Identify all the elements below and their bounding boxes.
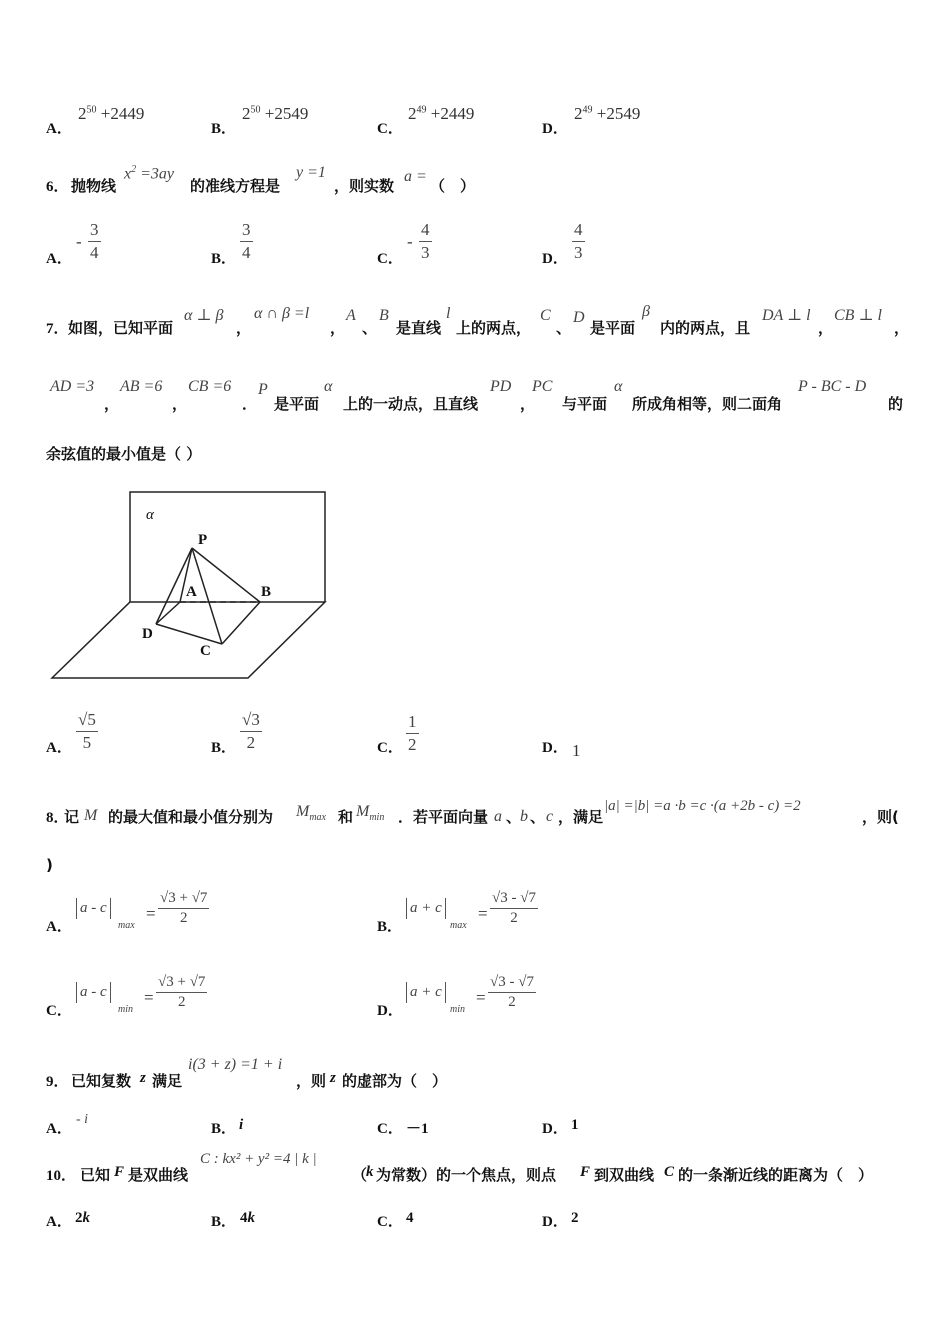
q10-option-c-label: C． bbox=[377, 1214, 403, 1230]
label-C: C bbox=[200, 643, 211, 659]
q8-text-3: 和 bbox=[338, 808, 354, 826]
q7-math-AD: AD =3 bbox=[50, 378, 95, 395]
q10-math-hyperbola: C : kx² + y² =4 | k | bbox=[200, 1151, 317, 1167]
q9-option-c-value: －1 bbox=[406, 1121, 429, 1137]
q7-number: 7． bbox=[46, 321, 69, 337]
q8-option-a-lhs: a - c bbox=[76, 898, 111, 919]
q7-comma: ， bbox=[172, 395, 188, 413]
q10-text-3: （ bbox=[352, 1166, 368, 1184]
q8-text-2: 的最大值和最小值分别为 bbox=[108, 808, 274, 826]
q7-math-perp-planes: α ⊥ β bbox=[184, 307, 224, 324]
q7-option-c-fraction: 1 2 bbox=[408, 712, 417, 754]
q10-var-F: F bbox=[114, 1164, 125, 1180]
q7-math-PC: PC bbox=[532, 378, 553, 395]
q7-text-6: 是平面 bbox=[274, 395, 320, 413]
q6-option-c-fraction: 4 3 bbox=[421, 220, 430, 262]
q7-math-CB-perp: CB ⊥ l bbox=[834, 307, 882, 324]
q8-option-b-label: B． bbox=[377, 919, 403, 935]
q7-text-9: 所成角相等，则二面角 bbox=[632, 395, 783, 413]
q9-math-equation: i(3 + z) =1 + i bbox=[188, 1056, 283, 1073]
q8-option-d-label: D． bbox=[377, 1003, 403, 1019]
edge-DC bbox=[156, 624, 222, 644]
q8-math-b: b bbox=[520, 808, 528, 825]
q8-option-a-sub: max bbox=[118, 920, 135, 931]
q6-option-a-sign: - bbox=[76, 232, 82, 251]
q7-math-beta: β bbox=[642, 303, 650, 320]
q7-text-5: 内的两点，且 bbox=[660, 319, 751, 337]
q7-text-7: 上的一动点，且直线 bbox=[343, 395, 479, 413]
q6-option-b-fraction: 3 4 bbox=[242, 220, 251, 262]
q7-text-1: 如图，已知平面 bbox=[68, 319, 174, 337]
q6-number: 6． bbox=[46, 179, 69, 195]
q7-option-c-label: C． bbox=[377, 740, 403, 756]
q8-math-condition: |a| =|b| =a ·b =c ·(a +2b - c) =2 bbox=[604, 798, 801, 814]
q8-math-Mmax: $M_{max}$ bbox=[296, 803, 326, 824]
q6-text-3: ，则实数 bbox=[334, 177, 395, 195]
q7-dun: 、 bbox=[556, 319, 572, 337]
q10-option-b-label: B． bbox=[211, 1214, 237, 1230]
q8-math-a: a bbox=[494, 808, 502, 825]
label-alpha: α bbox=[146, 507, 154, 523]
q9-option-d-label: D． bbox=[542, 1121, 568, 1137]
q10-var-C: C bbox=[664, 1164, 675, 1180]
q10-text-2: 是双曲线 bbox=[128, 1166, 189, 1184]
q10-option-b-value: 4k bbox=[240, 1210, 255, 1226]
q9-option-b-value: i bbox=[239, 1117, 244, 1133]
q7-math-B: B bbox=[379, 307, 389, 324]
q8-option-b-fraction: √3 - √7 2 bbox=[492, 890, 536, 926]
q9-option-a-value: - i bbox=[76, 1112, 89, 1127]
q9-text-1: 已知复数 bbox=[71, 1072, 132, 1090]
q5-option-b-label: B． bbox=[211, 121, 237, 137]
q7-text-8: 与平面 bbox=[562, 395, 608, 413]
q7-math-PD: PD bbox=[490, 378, 512, 395]
q9-option-c-label: C． bbox=[377, 1121, 403, 1137]
q7-comma: ， bbox=[104, 395, 120, 413]
q7-math-D: D bbox=[573, 309, 585, 326]
q10-text-6: 的一条渐近线的距离为（ ） bbox=[678, 1166, 874, 1184]
q9-text-2: 满足 bbox=[152, 1072, 183, 1090]
edge-AD bbox=[156, 602, 180, 624]
q7-text-4: 是平面 bbox=[590, 319, 636, 337]
q7-option-d-value: 1 bbox=[572, 741, 581, 760]
q5-option-b-expr: $2^{50} +2549$ bbox=[242, 104, 309, 123]
q6-option-d-fraction: 4 3 bbox=[574, 220, 583, 262]
q7-option-a-fraction: √5 5 bbox=[78, 710, 96, 752]
q8-dun: 、 bbox=[530, 808, 546, 826]
q6-text-1: 抛物线 bbox=[71, 177, 117, 195]
q5-option-c-label: C． bbox=[377, 121, 403, 137]
q8-math-M: M bbox=[84, 807, 98, 824]
q8-option-d-lhs: a + c bbox=[406, 982, 446, 1003]
q6-option-b-label: B． bbox=[211, 251, 237, 267]
q7-math-A: A bbox=[346, 307, 356, 324]
q10-option-a-value: 2k bbox=[75, 1210, 90, 1226]
edge-CB bbox=[222, 602, 260, 644]
q10-text-1: 已知 bbox=[80, 1166, 111, 1184]
q7-math-P: P bbox=[258, 381, 268, 398]
q8-text-6: ，则( bbox=[862, 808, 899, 826]
plane-alpha-outline bbox=[130, 492, 325, 602]
q7-dun: 、 bbox=[362, 319, 378, 337]
q8-text-4: ．若平面向量 bbox=[398, 808, 489, 826]
q7-math-dihedral: P - BC - D bbox=[798, 378, 867, 395]
q7-comma: ， bbox=[330, 319, 346, 337]
q10-option-a-label: A． bbox=[46, 1214, 72, 1230]
q7-math-C: C bbox=[540, 307, 551, 324]
q7-math-intersection: α ∩ β =l bbox=[254, 305, 310, 322]
label-B: B bbox=[261, 584, 272, 600]
q8-option-a-label: A． bbox=[46, 919, 72, 935]
q8-option-d-sub: min bbox=[450, 1004, 465, 1015]
q8-option-a-eq: = bbox=[146, 904, 156, 923]
q8-text-7: ) bbox=[46, 856, 53, 874]
q8-text-1: 记 bbox=[64, 808, 80, 826]
q7-option-b-fraction: √3 2 bbox=[242, 710, 260, 752]
q9-option-d-value: 1 bbox=[571, 1117, 579, 1133]
q7-math-AB: AB =6 bbox=[120, 378, 163, 395]
q6-math-a: a = bbox=[404, 168, 427, 185]
q8-number: 8． bbox=[46, 810, 69, 826]
q9-number: 9． bbox=[46, 1074, 69, 1090]
q8-math-Mmin: $M_{min}$ bbox=[356, 803, 385, 824]
q7-option-d-label: D． bbox=[542, 740, 568, 756]
q7-text-2: 是直线 bbox=[396, 319, 442, 337]
q8-math-c: c bbox=[546, 808, 554, 825]
q8-dun: 、 bbox=[506, 808, 522, 826]
q6-text-2: 的准线方程是 bbox=[190, 177, 281, 195]
q7-text-3: 上的两点， bbox=[456, 319, 532, 337]
q5-option-a-label: A． bbox=[46, 121, 72, 137]
q8-option-c-eq: = bbox=[144, 988, 154, 1007]
q7-option-a-label: A． bbox=[46, 740, 72, 756]
q9-var-z: z bbox=[330, 1070, 336, 1086]
q10-option-d-label: D． bbox=[542, 1214, 568, 1230]
q9-text-4: 的虚部为（ ） bbox=[342, 1072, 448, 1090]
q8-option-c-label: C． bbox=[46, 1003, 72, 1019]
q8-option-d-eq: = bbox=[476, 988, 486, 1007]
q10-number: 10． bbox=[46, 1168, 77, 1184]
q6-option-c-sign: - bbox=[407, 232, 413, 251]
q5-option-c-expr: $2^{49} +2449$ bbox=[408, 104, 475, 123]
q8-option-b-eq: = bbox=[478, 904, 488, 923]
q5-option-d-label: D． bbox=[542, 121, 568, 137]
q9-text-3: ，则 bbox=[296, 1072, 327, 1090]
q10-text-5: 到双曲线 bbox=[594, 1166, 655, 1184]
q6-option-c-label: C． bbox=[377, 251, 403, 267]
q8-option-a-fraction: √3 + √7 2 bbox=[160, 890, 208, 926]
q6-option-a-fraction: 3 4 bbox=[90, 220, 99, 262]
q6-option-d-label: D． bbox=[542, 251, 568, 267]
q8-option-b-lhs: a + c bbox=[406, 898, 446, 919]
q9-var-z: z bbox=[140, 1070, 146, 1086]
q7-text-11: 余弦值的最小值是（ ） bbox=[46, 445, 202, 463]
q9-option-a-label: A． bbox=[46, 1121, 72, 1137]
q7-comma: ， bbox=[894, 319, 910, 337]
q7-comma: ， bbox=[236, 319, 252, 337]
q7-math-CB: CB =6 bbox=[188, 378, 232, 395]
q7-math-alpha: α bbox=[614, 378, 623, 395]
q6-math-directrix: y =1 bbox=[296, 164, 326, 181]
q7-period: ． bbox=[242, 395, 258, 413]
q10-var-F: F bbox=[580, 1164, 591, 1180]
q10-var-k: k bbox=[366, 1164, 374, 1180]
q10-text-4: 为常数）的一个焦点，则点 bbox=[376, 1166, 557, 1184]
q6-option-a-label: A． bbox=[46, 251, 72, 267]
q8-option-c-lhs: a - c bbox=[76, 982, 111, 1003]
q7-figure bbox=[46, 486, 336, 684]
q7-math-alpha: α bbox=[324, 378, 333, 395]
q7-comma: ， bbox=[520, 395, 536, 413]
q8-text-5: ，满足 bbox=[558, 808, 604, 826]
q7-text-10: 的 bbox=[888, 395, 904, 413]
q8-option-c-fraction: √3 + √7 2 bbox=[158, 974, 206, 1010]
label-D: D bbox=[142, 626, 153, 642]
q7-math-l: l bbox=[446, 305, 451, 322]
label-P: P bbox=[198, 532, 208, 548]
q7-option-b-label: B． bbox=[211, 740, 237, 756]
plane-beta-outline bbox=[52, 602, 325, 678]
q10-option-c-value: 4 bbox=[406, 1210, 414, 1226]
q8-option-b-sub: max bbox=[450, 920, 467, 931]
q7-comma: ， bbox=[818, 319, 834, 337]
edge-PB bbox=[192, 548, 260, 602]
q9-option-b-label: B． bbox=[211, 1121, 237, 1137]
q6-paren: （ ） bbox=[430, 177, 476, 195]
q8-option-d-fraction: √3 - √7 2 bbox=[490, 974, 534, 1010]
q5-option-a-expr: $2^{50} +2449$ bbox=[78, 104, 145, 123]
q6-math-parabola: $x^2 =3ay$ bbox=[124, 164, 175, 183]
label-A: A bbox=[186, 584, 197, 600]
q8-option-c-sub: min bbox=[118, 1004, 133, 1015]
q7-math-DA-perp: DA ⊥ l bbox=[762, 307, 811, 324]
q5-option-d-expr: $2^{49} +2549$ bbox=[574, 104, 641, 123]
q10-option-d-value: 2 bbox=[571, 1210, 579, 1226]
